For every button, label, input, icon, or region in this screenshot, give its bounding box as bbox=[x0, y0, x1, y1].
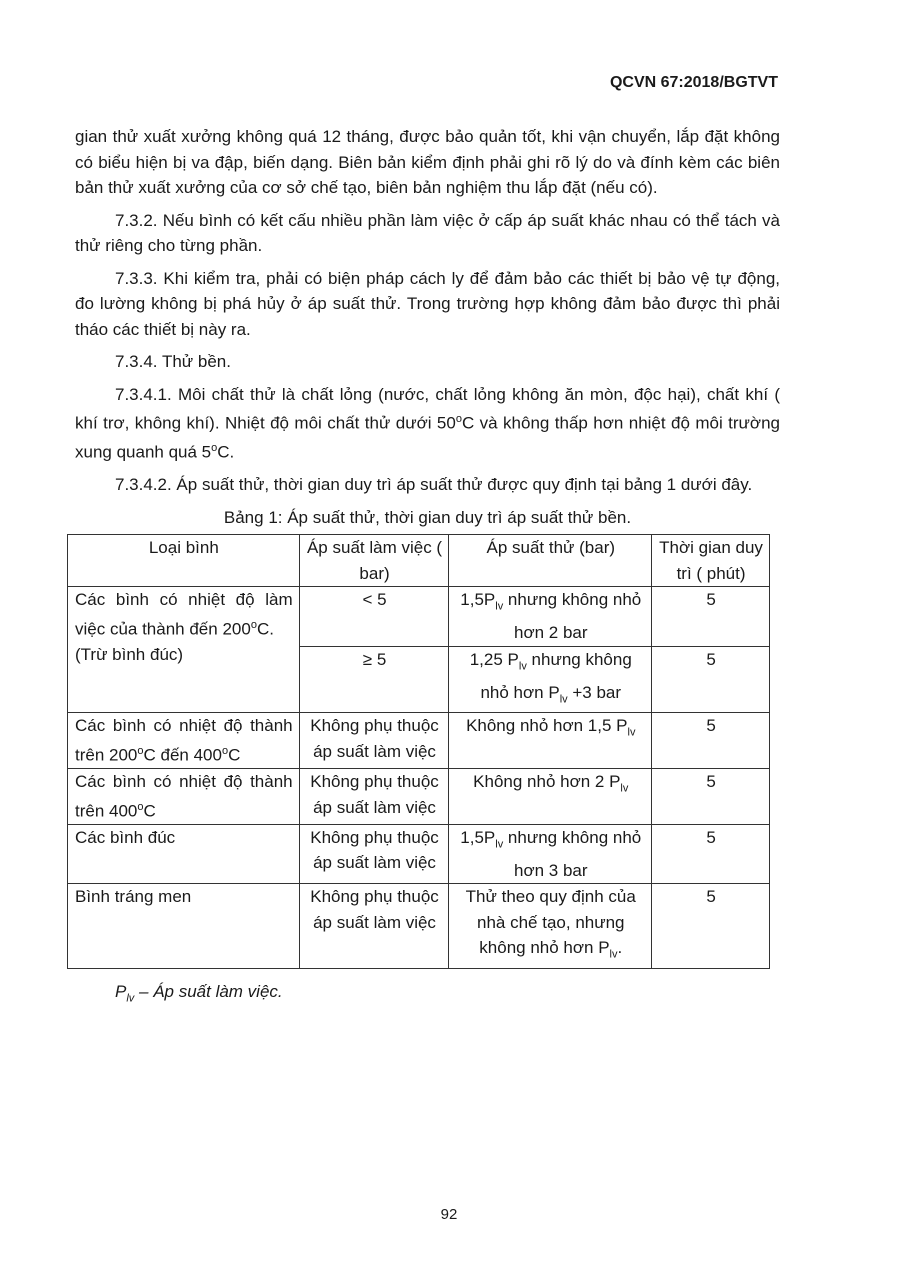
cell-working-pressure: Không phụ thuộc áp suất làm việc bbox=[299, 884, 449, 969]
cell-working-pressure: Không phụ thuộc áp suất làm việc bbox=[299, 769, 449, 825]
cell-vessel-type: Các bình có nhiệt độ thành trên 400$^o$C bbox=[68, 769, 300, 825]
cell-test-pressure: Không nhỏ hơn 2 $P_{lv}$ bbox=[449, 769, 652, 825]
paragraph-7-3-3: 7.3.3. Khi kiểm tra, phải có biện pháp cách ly để đảm bảo các thiết bị bảo vệ tự động, đo lường không bị phá hủy ở áp suất thử. Trong trường hợp không đảm bảo được thì phải tháo các thiết bị này ra. bbox=[75, 268, 780, 339]
page-number: 92 bbox=[440, 1206, 458, 1223]
cell-working-pressure: < 5 bbox=[299, 587, 449, 646]
cell-test-pressure: $1,5P_{lv}$ nhưng không nhỏ hơn 3 bar bbox=[449, 824, 652, 883]
cell-hold-time: 5 bbox=[652, 884, 770, 969]
header-vessel-type: Loại bình bbox=[68, 535, 300, 587]
cell-vessel-type: Bình tráng men bbox=[68, 884, 300, 969]
table-header-row bbox=[68, 535, 770, 587]
paragraph-7-3-4-2: 7.3.4.2. Áp suất thử, thời gian duy trì áp suất thử được quy định tại bảng 1 dưới đây. bbox=[115, 475, 753, 495]
header-hold-time: Thời gian duy trì ( phút) bbox=[652, 535, 770, 587]
cell-vessel-type: Các bình đúc bbox=[68, 824, 300, 883]
header-working-pressure: Áp suất làm việc ( bar) bbox=[299, 535, 449, 587]
cell-working-pressure: ≥ 5 bbox=[299, 646, 449, 713]
document-code-header: QCVN 67:2018/BGTVT bbox=[609, 74, 778, 91]
cell-vessel-type: Các bình có nhiệt độ làm việc của thành đến 200$^o$C. (Trừ bình đúc) bbox=[68, 587, 300, 713]
table-row bbox=[68, 769, 770, 825]
cell-test-pressure: Thử theo quy định của nhà chế tạo, nhưng không nhỏ hơn $P_{lv}$. bbox=[449, 884, 652, 969]
table-caption: Bảng 1: Áp suất thử, thời gian duy trì áp suất thử bền. bbox=[223, 507, 632, 527]
header-test-pressure: Áp suất thử (bar) bbox=[449, 535, 652, 587]
cell-working-pressure: Không phụ thuộc áp suất làm việc bbox=[299, 713, 449, 769]
cell-hold-time: 5 bbox=[652, 824, 770, 883]
table-row bbox=[68, 587, 770, 646]
paragraph-7-3-4-1: 7.3.4.1. Môi chất thử là chất lỏng (nước, chất lỏng không ăn mòn, độc hại), chất khí ( khí trơ, không khí). Nhiệt độ môi chất thử dưới 50$^o$C và không thấp hơn nhiệt độ môi trường xung quanh quá 5$^o$C. bbox=[75, 384, 780, 462]
cell-test-pressure: $1,5P_{lv}$ nhưng không nhỏ hơn 2 bar bbox=[449, 587, 652, 646]
test-pressure-table bbox=[67, 534, 770, 969]
table-row bbox=[68, 713, 770, 769]
cell-test-pressure: Không nhỏ hơn 1,5 $P_{lv}$ bbox=[449, 713, 652, 769]
cell-working-pressure: Không phụ thuộc áp suất làm việc bbox=[299, 824, 449, 883]
cell-hold-time: 5 bbox=[652, 646, 770, 713]
table-footnote: $P_{lv}$ – Áp suất làm việc. bbox=[115, 982, 283, 1005]
cell-vessel-type: Các bình có nhiệt độ thành trên 200$^o$C đến 400$^o$C bbox=[68, 713, 300, 769]
paragraph-7-3-4: 7.3.4. Thử bền. bbox=[115, 352, 231, 371]
document-body bbox=[75, 124, 780, 1012]
table-row bbox=[68, 884, 770, 969]
table-row bbox=[68, 824, 770, 883]
cell-hold-time: 5 bbox=[652, 769, 770, 825]
paragraph-7-3-2: 7.3.2. Nếu bình có kết cấu nhiều phần làm việc ở cấp áp suất khác nhau có thể tách và thử riêng cho từng phần. bbox=[75, 210, 780, 255]
paragraph-continuation: gian thử xuất xưởng không quá 12 tháng, được bảo quản tốt, khi vận chuyển, lắp đặt không có biểu hiện bị va đập, biến dạng. Biên bản kiểm định phải ghi rõ lý do và đính kèm các biên bản thử xuất xưởng của cơ sở chế tạo, biên bản nghiệm thu lắp đặt (nếu có). bbox=[75, 127, 780, 197]
cell-hold-time: 5 bbox=[652, 587, 770, 646]
cell-test-pressure: 1,25 $P_{lv}$ nhưng không nhỏ hơn $P_{lv} +3$ bar bbox=[449, 646, 652, 713]
cell-hold-time: 5 bbox=[652, 713, 770, 769]
